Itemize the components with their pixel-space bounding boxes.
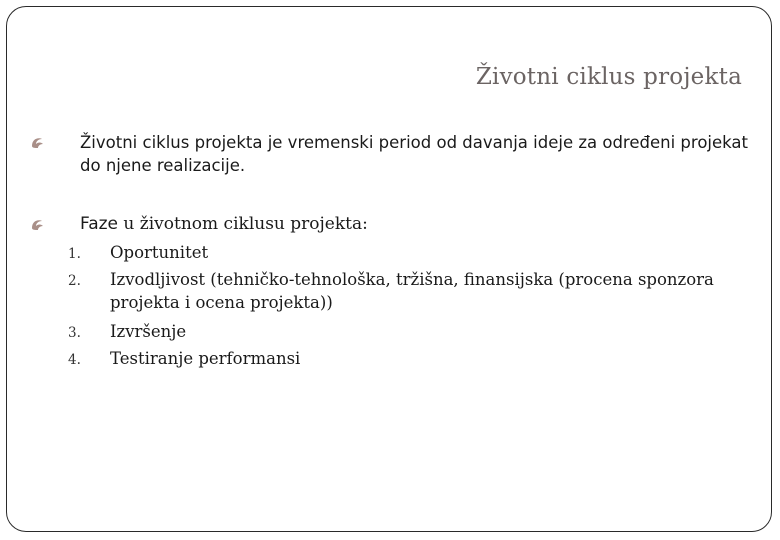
bullet-phases [80, 213, 750, 236]
bullet-definition-text: Životni ciklus projekta je vremenski period od davanja ideje za određeni projekat do njene realizacije. [80, 133, 748, 175]
phase-text: Oportunitet [110, 243, 209, 262]
phase-text: Testiranje performansi [110, 349, 301, 368]
ornament-bullet-icon [30, 135, 46, 149]
bullet-phases-lead: Faze [80, 214, 119, 234]
bullet-phases-text: u životnom ciklusu projekta: [118, 214, 368, 234]
phase-number: 4. [68, 352, 81, 368]
phase-text: Izvršenje [110, 322, 187, 341]
phase-number: 1. [68, 246, 81, 262]
phase-number: 3. [68, 325, 81, 341]
bullet-definition [80, 131, 750, 177]
phase-number: 2. [68, 273, 81, 289]
phase-text: Izvodljivost (tehničko-tehnološka, tržišna, finansijska (procena sponzora projekta i ocena projekta)) [110, 270, 714, 312]
ornament-bullet-icon [30, 217, 46, 231]
slide-title: Životni ciklus projekta [475, 64, 742, 90]
